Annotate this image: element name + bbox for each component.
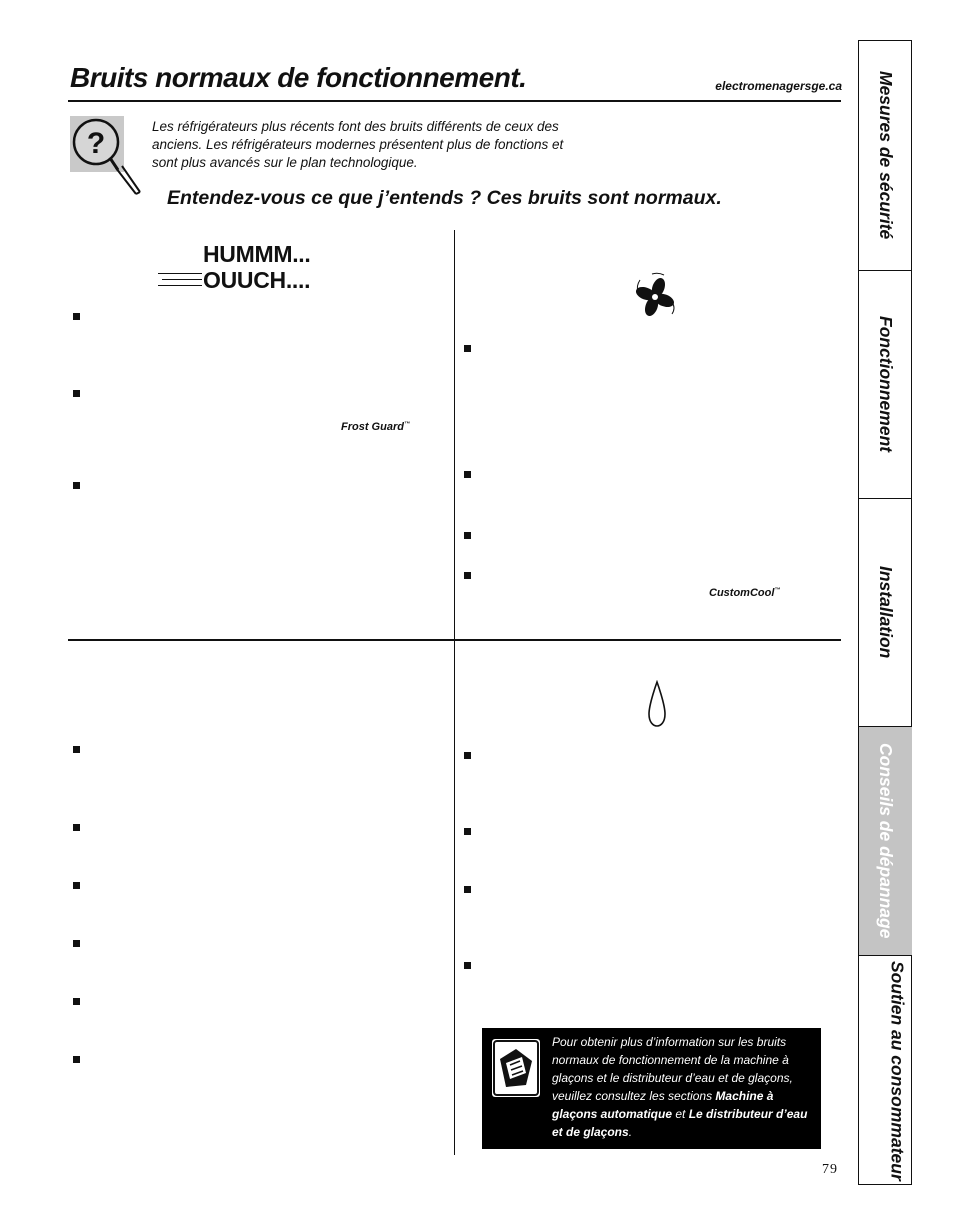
bullet [464, 532, 471, 539]
sound-line [158, 273, 202, 274]
svg-text:?: ? [86, 127, 106, 160]
bullet [464, 886, 471, 893]
bullet [464, 828, 471, 835]
question-magnifier-icon [70, 116, 124, 172]
link-ice-maker[interactable]: Machine à glaçons automatique [552, 1089, 774, 1121]
page-title: Bruits normaux de fonctionnement. [70, 62, 527, 93]
hum-sound-graphic [203, 241, 310, 293]
section-subtitle: Entendez-vous ce que j’entends ? Ces bruits sont normaux. [167, 187, 722, 209]
section-tabs [858, 40, 912, 1185]
bullet [73, 746, 80, 753]
info-note [482, 1028, 821, 1149]
water-drop-icon [646, 680, 668, 728]
tab-mesures-de-securite[interactable]: Mesures de sécurité [876, 71, 896, 240]
bullet [73, 882, 80, 889]
website-url[interactable]: electromenagersge.ca [715, 79, 842, 93]
bullet [464, 471, 471, 478]
tab-installation[interactable]: Installation [876, 566, 896, 659]
link-dispenser[interactable]: Le distributeur d’eau et de glaçons [552, 1107, 808, 1139]
column-divider [454, 230, 455, 1155]
bullet [73, 313, 80, 320]
note-text: Pour obtenir plus d’information sur les bruits normaux de fonctionnement de la machine à glaçons et le distributeur d’eau et de glaçons, veuillez consultez les sections Machine à glaçons automatique et Le distributeur d’eau et de glaçons. [552, 1035, 808, 1139]
bullet [73, 824, 80, 831]
row-divider [68, 639, 841, 641]
fan-icon [630, 272, 680, 322]
bullet [73, 998, 80, 1005]
tab-fonctionnement[interactable]: Fonctionnement [876, 316, 896, 453]
bullet [73, 482, 80, 489]
intro-text: Les réfrigérateurs plus récents font des bruits différents de ceux des anciens. Les réfrigérateurs modernes présentent plus de fonctions et sont plus avancés sur le plan technologique. [152, 119, 564, 170]
note-page-icon [492, 1039, 540, 1097]
bullet [73, 390, 80, 397]
bullet [73, 940, 80, 947]
bullet [73, 1056, 80, 1063]
hum-text: HUMMM... [203, 241, 311, 267]
sound-line [158, 285, 202, 286]
frost-guard-label: Frost Guard™ [341, 421, 410, 433]
bullet [464, 345, 471, 352]
bullet [464, 572, 471, 579]
bullet [464, 962, 471, 969]
customcool-label: CustomCool™ [709, 587, 781, 599]
bullet [464, 752, 471, 759]
tab-conseils-de-depannage[interactable]: Conseils de dépannage [859, 727, 912, 955]
sound-line [162, 279, 202, 280]
ouch-text: OUUCH.... [203, 267, 311, 293]
tab-soutien-au-consommateur[interactable]: Soutien au consommateur [887, 960, 908, 1181]
title-rule [68, 100, 841, 102]
page-number: 79 [822, 1162, 838, 1177]
